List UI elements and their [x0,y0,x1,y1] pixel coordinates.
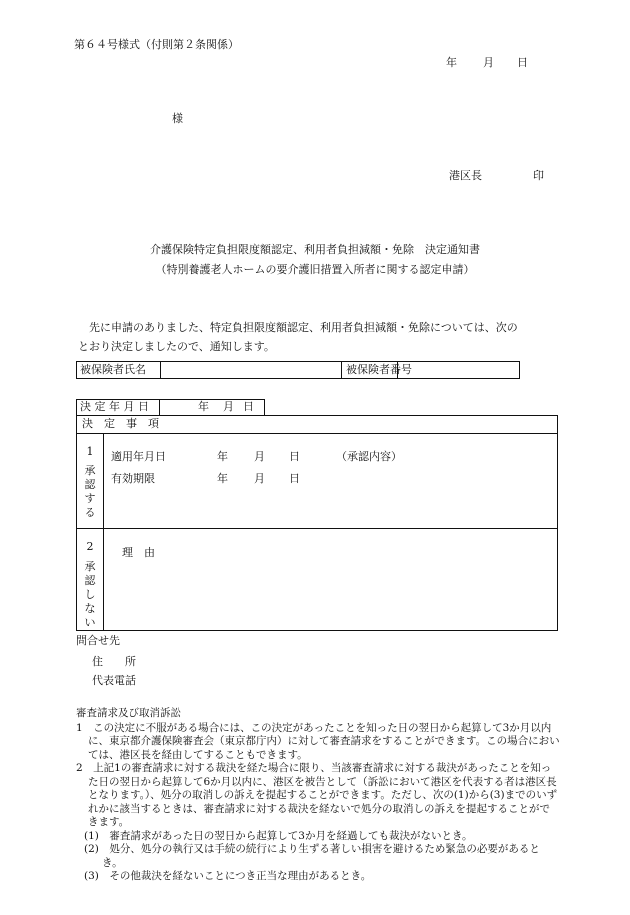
approve-char: 承 [84,464,96,477]
valid-year: 年 [217,472,228,485]
appeal-paragraph-1: 1 この決定に不服がある場合には、この決定があったことを知った日の翌日から起算して3か月以内に、東京都介護保険審査会（東京都庁内）に対して審査請求をすることができます。この場合においては、港区長を経由してすることもできます。 [76,721,560,761]
appeal-notice [76,707,560,884]
apply-day: 日 [289,450,300,463]
reject-char: な [84,602,96,615]
decision-items-label: 決 定 事 項 [82,417,159,430]
decision-month: 月 [223,400,234,413]
apply-month: 月 [254,450,265,463]
valid-month: 月 [254,472,265,485]
form-number: 第６４号様式（付則第２条関係） [74,38,239,51]
reject-char: い [84,616,96,629]
approve-char: 認 [84,478,96,491]
reason-label: 理 由 [122,546,155,559]
apply-year: 年 [217,450,228,463]
appeal-paragraph-2: 2 上記1の審査請求に対する裁決を経た場合に限り、当該審査請求に対する裁決があったことを知った日の翌日から起算して6か月以内に、港区を被告として（訴訟において港区を代表する者は港区長となります。）、処分の取消しの訴えを提起することができます。ただし、次の(1)から(3)までのいずれかに該当するときは、審査請求に対する裁決を経ないで処分の取消しの訴えを提起することができます。 [76,762,558,828]
contact-address-label: 住 所 [92,655,136,668]
decision-year: 年 [198,400,209,413]
issue-date-day: 日 [517,56,528,69]
intro-text [78,318,560,356]
decision-day: 日 [243,400,254,413]
reject-number: 2 [86,540,94,553]
document-subtitle: （特別養護老人ホームの要介護旧措置入所者に関する認定申請） [155,263,475,276]
reject-char: し [84,588,96,601]
valid-period-label: 有効期限 [111,472,155,485]
insured-name-label: 被保険者氏名 [80,363,146,376]
insured-table [76,361,520,379]
approve-char: す [84,492,96,505]
table-divider [77,433,557,434]
document-title: 介護保険特定負担限度額認定、利用者負担減額・免除 決定通知書 [150,243,480,256]
recipient-suffix: 様 [172,112,183,125]
appeal-item-1: (1) 審査請求があった日の翌日から起算して3か月を経過しても裁決がないとき。 [84,829,473,842]
issuer-name: 港区長 [449,169,482,182]
table-divider [160,362,161,378]
table-divider [159,400,160,416]
contact-title: 問合せ先 [76,634,120,647]
approval-content-label: （承認内容） [336,450,402,463]
apply-date-label: 適用年月日 [111,450,166,463]
issue-date-month: 月 [483,56,494,69]
decision-date-value [198,400,254,414]
reject-char: 認 [84,574,96,587]
appeal-item-3: (3) その他裁決を経ないことにつき正当な理由があるとき。 [84,870,372,882]
issue-date-year: 年 [446,56,457,69]
insured-number-label: 被保険者番号 [346,363,412,376]
approve-char: る [84,506,96,519]
appeal-item-2: (2) 処分、処分の執行又は手続の続行により生ずる著しい損害を避けるため緊急の必要があるとき。 [84,843,540,869]
appeal-title: 審査請求及び取消訴訟 [76,707,181,719]
intro-line-2: とおり決定しましたので、通知します。 [78,340,275,353]
seal-mark: 印 [533,169,544,182]
issue-date [446,56,528,70]
table-divider [103,433,104,630]
table-divider [397,362,398,378]
approve-vertical-label [77,464,103,520]
contact-phone-label: 代表電話 [92,674,136,687]
decision-box [76,415,558,631]
table-divider [77,528,557,529]
approve-number: 1 [86,445,94,458]
table-divider [341,362,342,378]
decision-date-label: 決 定 年 月 日 [80,400,149,413]
valid-day: 日 [289,472,300,485]
reject-char: 承 [84,560,96,573]
intro-line-1: 先に申請のありました、特定負担限度額認定、利用者負担減額・免除については、次の [78,321,518,334]
reject-vertical-label [77,560,103,630]
